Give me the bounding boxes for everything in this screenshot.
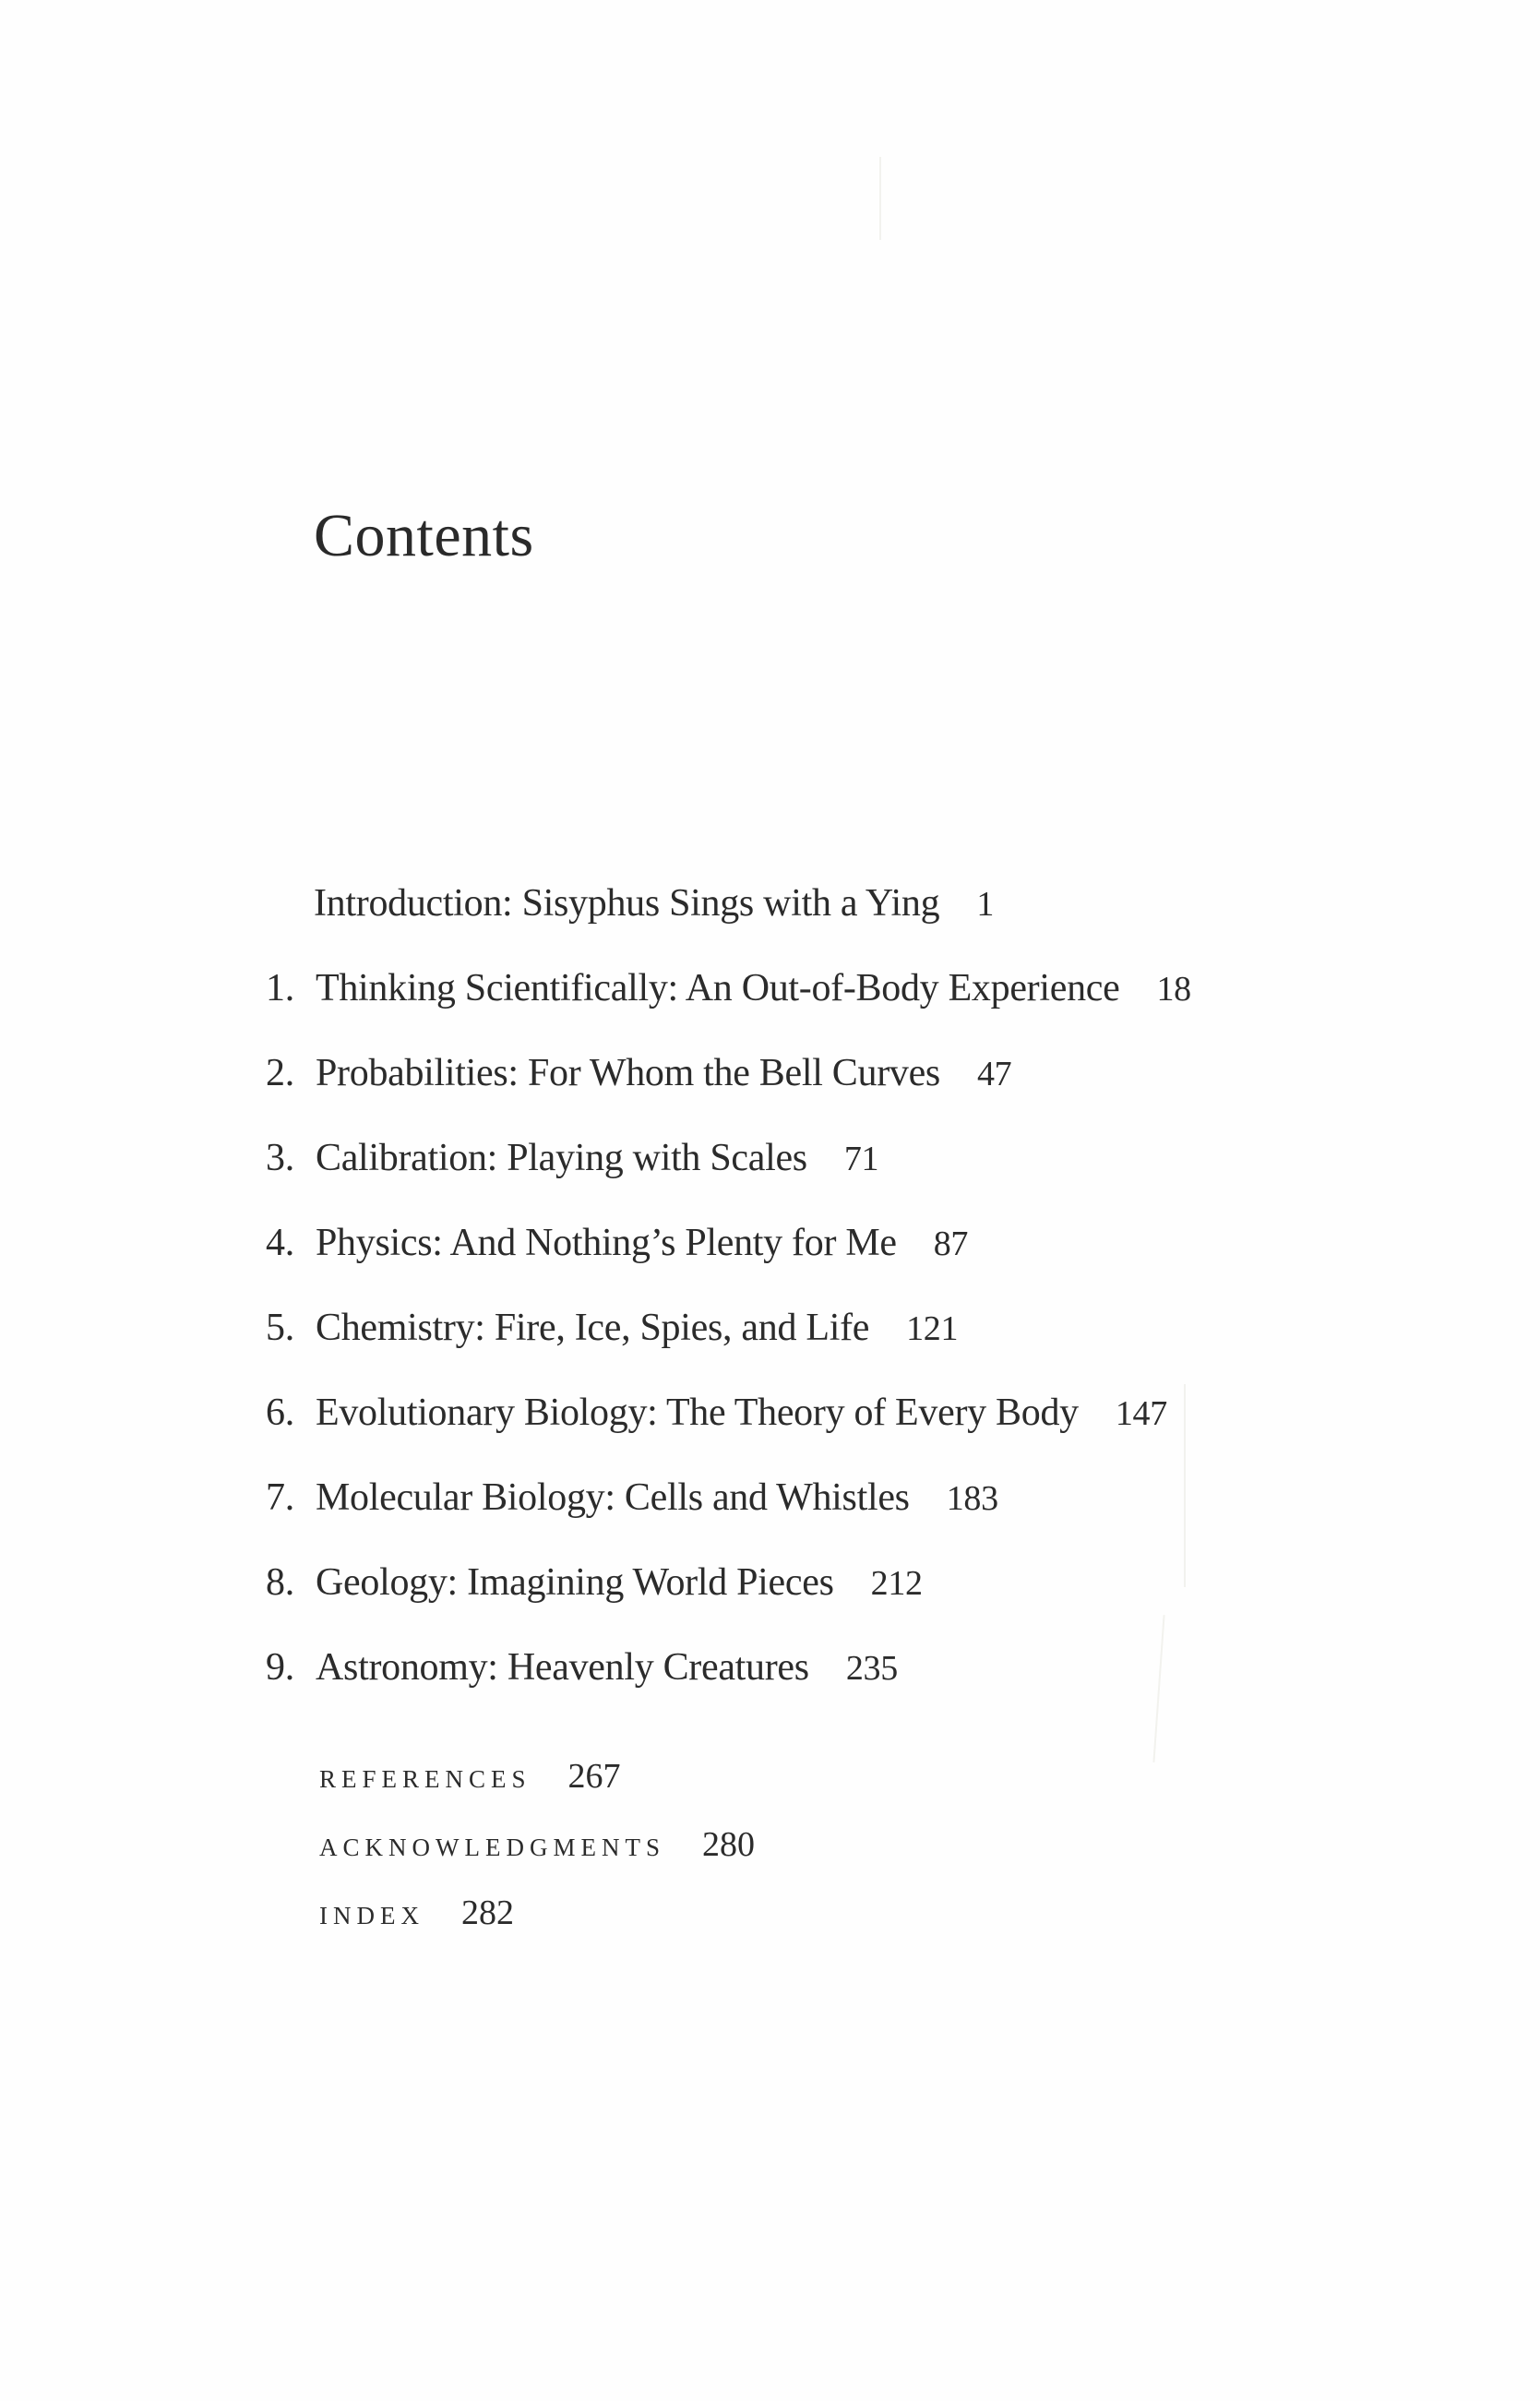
toc-entry-page: 280 (701, 1825, 755, 1864)
toc-entry-page: 1 (976, 885, 995, 924)
scan-artifact (1152, 1615, 1164, 1762)
chapter-number: 1. (266, 967, 294, 1009)
toc-entry-page: 18 (1156, 970, 1191, 1009)
toc-entry-acknowledgments[interactable] (319, 1827, 755, 1862)
chapter-number: 3. (266, 1137, 294, 1179)
chapter-number: 6. (266, 1392, 294, 1434)
toc-entry-page: 282 (460, 1893, 514, 1932)
toc-entry-title: Calibration: Playing with Scales 71 (316, 1137, 879, 1179)
chapter-number: 8. (266, 1561, 294, 1604)
toc-entry-page: 183 (946, 1479, 998, 1518)
scan-artifact (1184, 1384, 1186, 1587)
toc-entry-title: Introduction: Sisyphus Sings with a Ying 1 (314, 882, 995, 925)
back-matter-label: ACKNOWLEDGMENTS (319, 1834, 665, 1861)
back-matter-label: INDEX (319, 1902, 424, 1929)
toc-entry-page: 147 (1115, 1394, 1167, 1433)
toc-entry-title: Evolutionary Biology: The Theory of Every Body 147 (316, 1392, 1167, 1434)
chapter-number: 9. (266, 1646, 294, 1689)
chapter-number: 7. (266, 1476, 294, 1519)
toc-entry-page: 267 (567, 1757, 621, 1796)
toc-entry-page: 47 (976, 1055, 1012, 1093)
toc-entry-title: Geology: Imagining World Pieces 212 (316, 1561, 923, 1604)
back-matter-label: REFERENCES (319, 1765, 531, 1793)
chapter-number: 2. (266, 1052, 294, 1094)
toc-entry-title: Chemistry: Fire, Ice, Spies, and Life 121 (316, 1307, 959, 1349)
toc-entry-page: 212 (870, 1564, 923, 1603)
toc-entry-page: 235 (845, 1649, 898, 1688)
toc-entry-title: Molecular Biology: Cells and Whistles 183 (316, 1476, 998, 1519)
toc-entry-title: Thinking Scientifically: An Out-of-Body Experience 18 (316, 967, 1191, 1009)
toc-entry-references[interactable] (319, 1759, 621, 1794)
chapter-number: 5. (266, 1307, 294, 1349)
page-title: Contents (314, 502, 534, 569)
toc-entry-page: 121 (906, 1309, 959, 1348)
toc-entry-page: 71 (843, 1140, 879, 1178)
scan-artifact (879, 157, 881, 240)
toc-entry-title: Physics: And Nothing’s Plenty for Me 87 (316, 1222, 969, 1264)
toc-entry-title: Astronomy: Heavenly Creatures 235 (316, 1646, 898, 1689)
toc-entry-index[interactable] (319, 1895, 514, 1930)
toc-entry-title: Probabilities: For Whom the Bell Curves 47 (316, 1052, 1012, 1094)
chapter-number: 4. (266, 1222, 294, 1264)
toc-entry-page: 87 (933, 1224, 969, 1263)
